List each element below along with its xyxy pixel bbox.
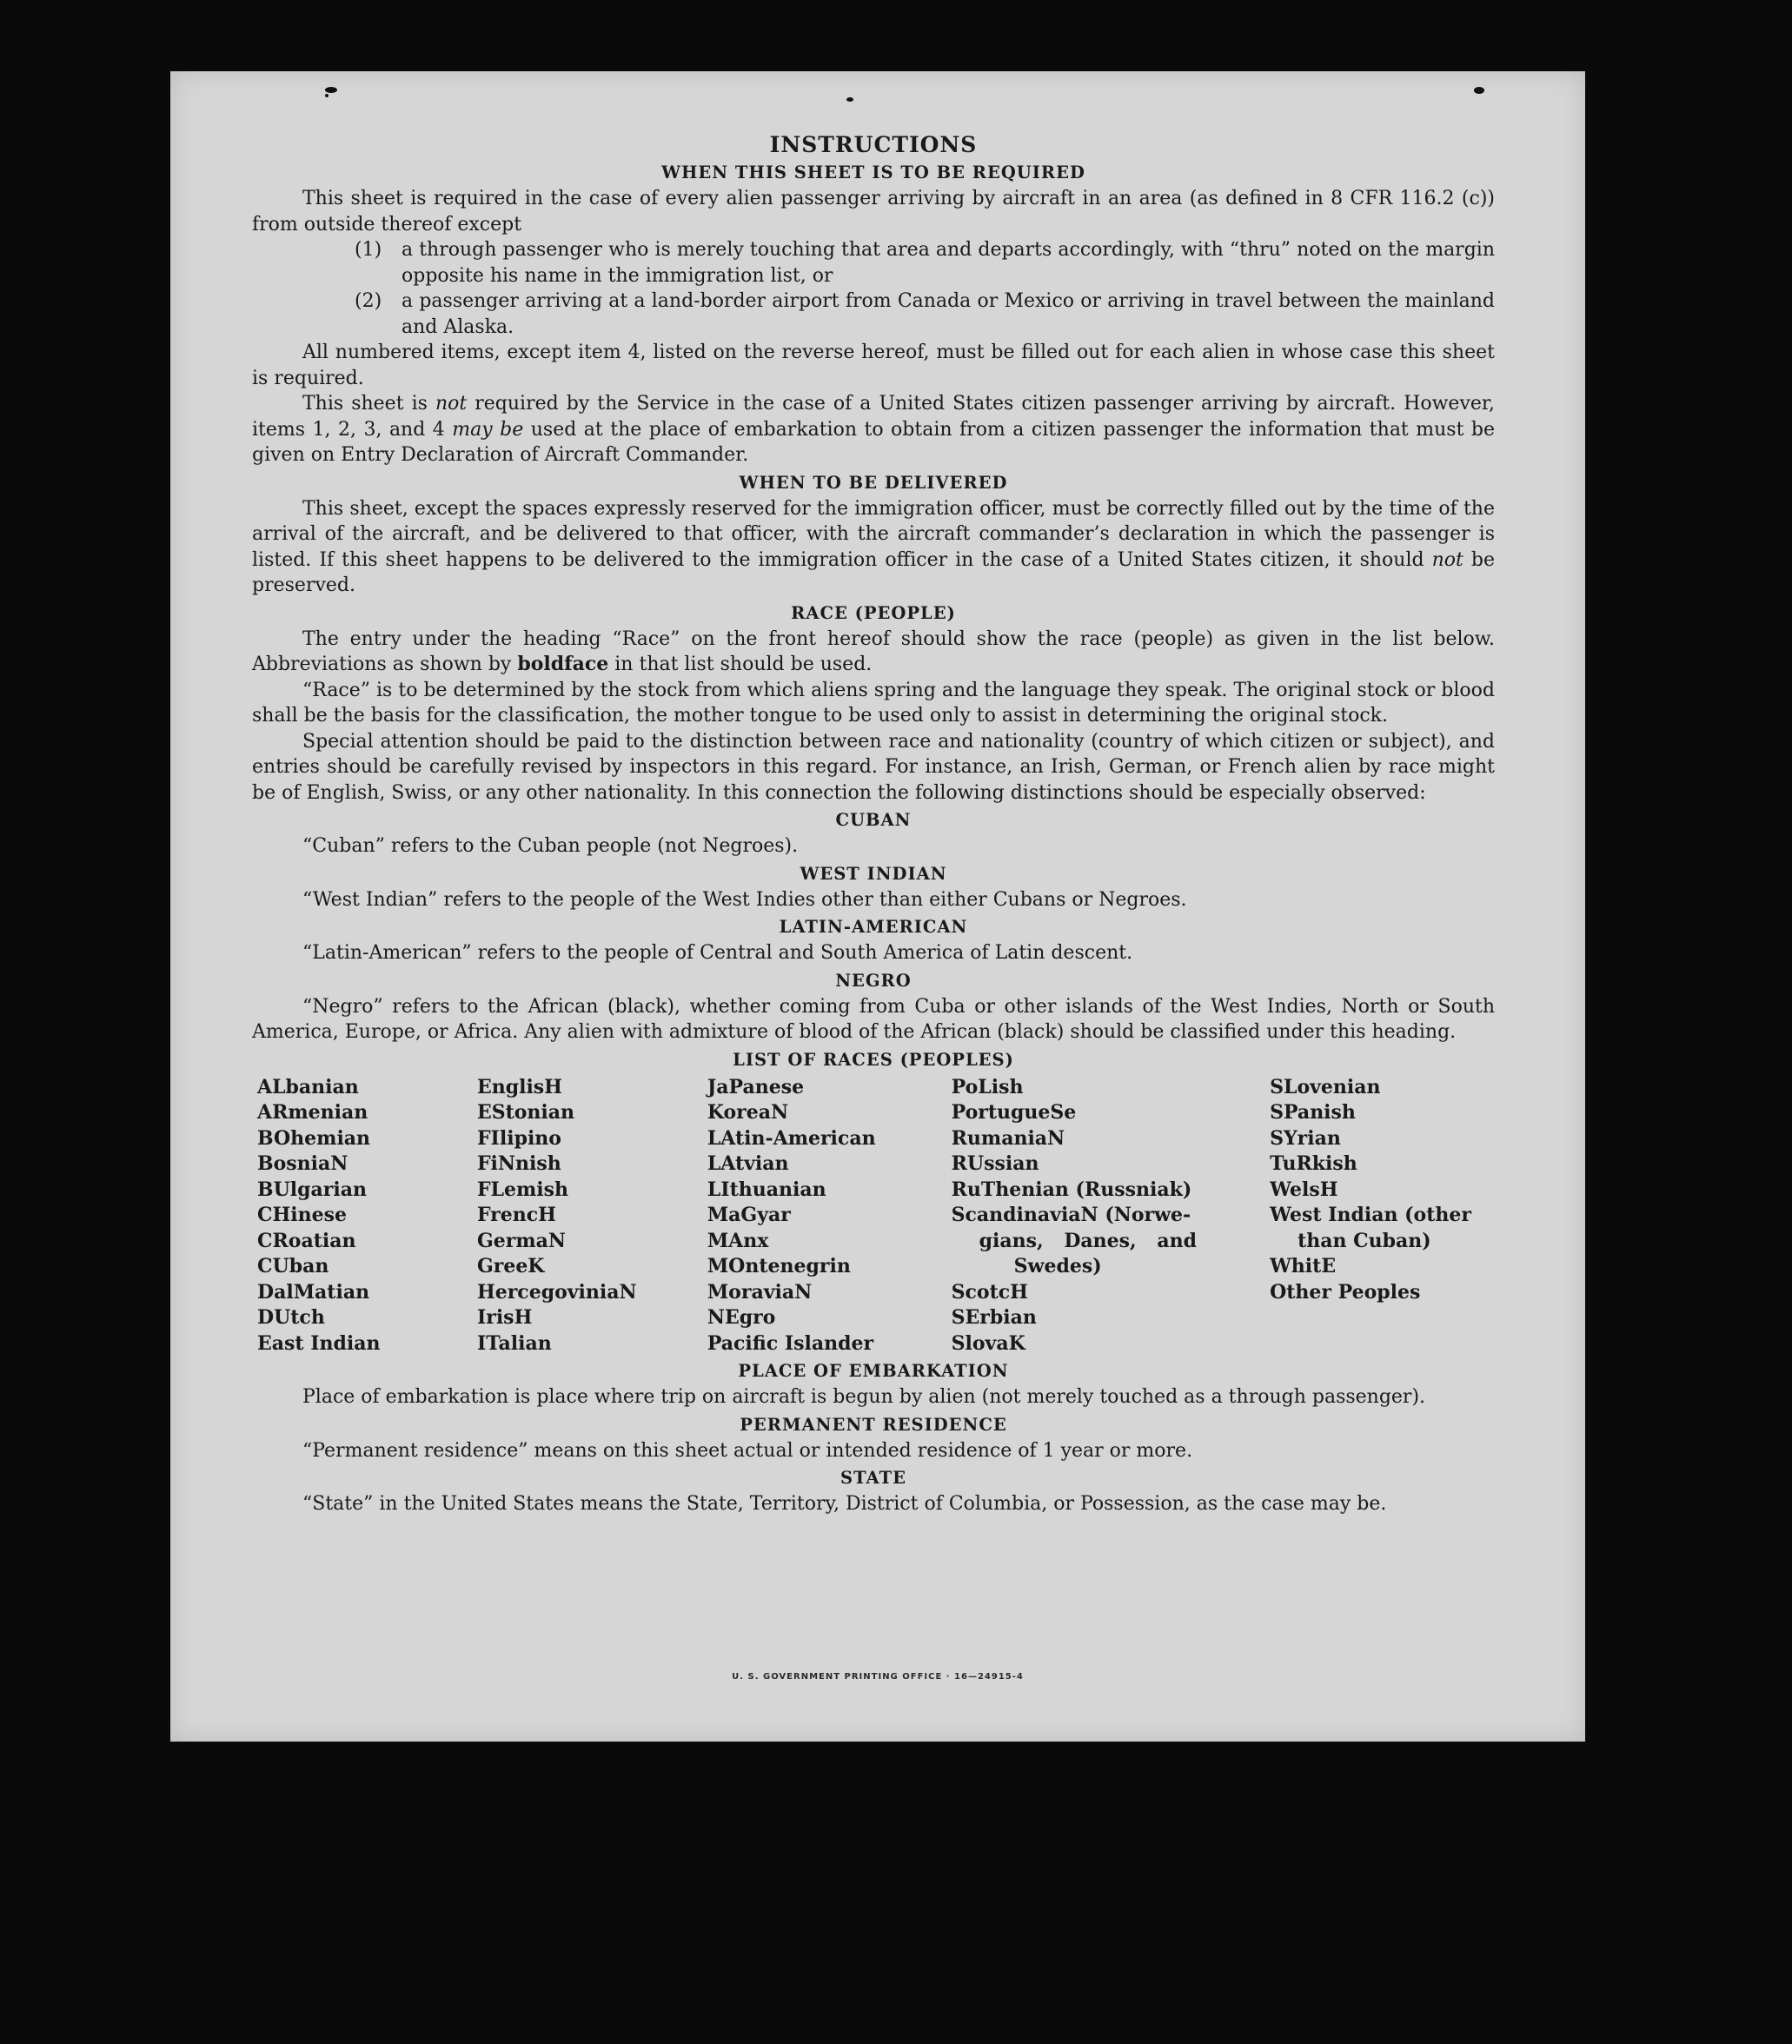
race-item: BosniaN — [257, 1152, 348, 1175]
race-item: KoreaN — [707, 1101, 789, 1124]
paragraph: “Negro” refers to the African (black), whether coming from Cuba or other islands of the West Indies, North or South America, Europe, or Africa. Any alien with admixture of blood of the African (black) should be classified under this heading. — [252, 995, 1495, 1043]
page-title: INSTRUCTIONS — [769, 132, 978, 157]
paragraph — [252, 627, 1495, 678]
section-title-race: RACE (PEOPLE) — [791, 602, 956, 623]
paragraph: Special attention should be paid to the distinction between race and nationality (country of which citizen or subject), and entries should be carefully revised by inspectors in this regard. For instance, an Irish, German, or French alien by race might be of English, Swiss, or any other nationality. In this connection the following distinctions should be especially observed: — [252, 730, 1495, 804]
race-item-west-indian — [1270, 1203, 1495, 1254]
item-number: (1) — [355, 239, 382, 261]
paragraph: “Latin-American” refers to the people of Central and South America of Latin descent. — [302, 942, 1133, 964]
section-title-list-of-races: LIST OF RACES (PEOPLES) — [733, 1049, 1014, 1070]
text-run: This sheet, except the spaces expressly reserved for the immigration officer, must be correctly filled out by the time of the arrival of the aircraft, and be delivered to that officer, with the aircraft commander’s declaration in which the passenger is listed. If this sheet happens to be delivered to the immigration officer in the case of a United States citizen, it should — [252, 497, 1495, 571]
scan-speck — [1474, 87, 1484, 94]
race-item: FiNnish — [476, 1152, 561, 1175]
race-item: LAtin-American — [707, 1126, 876, 1150]
race-item-line: West Indian (other — [1270, 1204, 1471, 1226]
paragraph: Place of embarkation is place where trip on aircraft is begun by alien (not merely touched as a through passenger). — [302, 1386, 1426, 1408]
text-run: This sheet is — [302, 393, 435, 415]
race-item: ALbanian — [257, 1075, 359, 1098]
race-item: DalMatian — [257, 1280, 370, 1304]
race-column — [707, 1075, 952, 1357]
race-item-line: than Cuban) — [1298, 1229, 1431, 1252]
list-item — [252, 289, 1495, 340]
race-item: ScotcH — [951, 1280, 1028, 1304]
race-column — [477, 1075, 707, 1357]
paragraph: “Race” is to be determined by the stock from which aliens spring and the language they speak. The original stock or blood shall be the basis for the classification, the mother tongue to be used only to assist in determining the original stock. — [252, 679, 1495, 727]
race-item: PoLish — [951, 1075, 1024, 1098]
text-run: be preserved. — [252, 548, 1495, 596]
paragraph: All numbered items, except item 4, listed on the reverse hereof, must be filled out for each alien in whose case this sheet is required. — [252, 342, 1495, 389]
scan-speck — [325, 94, 329, 97]
paragraph: “West Indian” refers to the people of the West Indies other than either Cubans or Negroes. — [302, 888, 1187, 911]
item-text: a through passenger who is merely touching that area and departs accordingly, with “thru” noted on the margin opposite his name in the immigration list, or — [402, 239, 1495, 287]
race-item: FrencH — [476, 1204, 556, 1226]
race-item-line: Swedes) — [1013, 1255, 1102, 1278]
race-item: PortugueSe — [951, 1101, 1077, 1124]
race-item: BOhemian — [257, 1126, 371, 1150]
text-run: The entry under the heading “Race” on the front hereof should show the race (people) as given in the list below. Abbreviations as shown by — [252, 627, 1495, 675]
race-item: SYrian — [1270, 1126, 1341, 1150]
race-item: IrisH — [476, 1306, 533, 1329]
section-title-state: STATE — [840, 1468, 906, 1488]
race-item: CRoatian — [257, 1229, 356, 1252]
text-run: in that list should be used. — [608, 654, 873, 675]
race-item: FLemish — [476, 1178, 569, 1201]
race-item: RUssian — [951, 1152, 1039, 1175]
race-item: WelsH — [1270, 1178, 1338, 1201]
race-list — [252, 1075, 1495, 1357]
race-column — [1270, 1075, 1495, 1357]
item-number: (2) — [355, 290, 382, 312]
list-item — [252, 237, 1495, 289]
printer-imprint: U. S. GOVERNMENT PRINTING OFFICE · 16—24915-4 — [732, 1672, 1024, 1682]
race-item: SErbian — [951, 1306, 1037, 1329]
race-item: RuThenian (Russniak) — [951, 1178, 1192, 1201]
paragraph: “State” in the United States means the State, Territory, District of Columbia, or Possession, as the case may be. — [302, 1493, 1387, 1515]
race-item: TuRkish — [1270, 1152, 1357, 1175]
race-item: NEgro — [707, 1306, 776, 1329]
race-item: GermaN — [476, 1229, 566, 1252]
race-item: FIlipino — [476, 1126, 561, 1150]
section-title-place-of-embarkation: PLACE OF EMBARKATION — [738, 1361, 1009, 1381]
scan-speck — [325, 87, 337, 93]
race-item: Pacific Islander — [707, 1331, 874, 1355]
document-sheet — [170, 71, 1585, 1742]
section-title-west-indian: WEST INDIAN — [800, 863, 947, 884]
race-item: ARmenian — [257, 1101, 368, 1124]
paragraph: “Cuban” refers to the Cuban people (not Negroes). — [302, 835, 799, 857]
race-item: WhitE — [1270, 1255, 1337, 1278]
race-item: MoraviaN — [707, 1280, 813, 1304]
emphasis: not — [435, 393, 468, 415]
paragraph: “Permanent residence” means on this sheet actual or intended residence of 1 year or more. — [302, 1439, 1193, 1462]
race-item: CUban — [257, 1255, 329, 1278]
race-item: JaPanese — [707, 1075, 805, 1098]
race-item: SlovaK — [951, 1331, 1025, 1355]
item-text: a passenger arriving at a land-border airport from Canada or Mexico or arriving in travel between the mainland and Alaska. — [402, 290, 1495, 338]
race-item: Other Peoples — [1270, 1280, 1421, 1304]
race-item: SLovenian — [1270, 1075, 1381, 1098]
race-item: HercegoviniaN — [476, 1280, 637, 1304]
race-item: MAnx — [707, 1229, 769, 1252]
section-title-when-required: WHEN THIS SHEET IS TO BE REQUIRED — [661, 163, 1085, 182]
emphasis: may be — [452, 418, 524, 441]
race-column — [257, 1075, 477, 1357]
bold-term: boldface — [517, 653, 609, 675]
scan-speck — [846, 97, 853, 102]
race-item: East Indian — [257, 1331, 381, 1355]
paragraph — [252, 496, 1495, 599]
race-item: EnglisH — [476, 1075, 562, 1098]
emphasis: not — [1431, 548, 1463, 571]
race-item: LIthuanian — [707, 1178, 826, 1201]
paragraph: This sheet is required in the case of every alien passenger arriving by aircraft in an area (as defined in 8 CFR 116.2 (c)) from outside thereof except — [252, 188, 1495, 236]
section-title-permanent-residence: PERMANENT RESIDENCE — [740, 1414, 1007, 1435]
race-item: EStonian — [476, 1101, 575, 1124]
instructions-content — [252, 132, 1495, 1517]
section-title-negro: NEGRO — [835, 970, 912, 991]
section-title-cuban: CUBAN — [835, 810, 912, 830]
text-run: required by the Service in the case of a United States citizen passenger arriving by aircraft. However, items 1, 2, 3, and 4 — [252, 393, 1495, 441]
race-item: ITalian — [476, 1331, 552, 1355]
race-item-line: gians, Danes, and — [979, 1229, 1197, 1252]
text-run: used at the place of embarkation to obtain from a citizen passenger the information that must be given on Entry Declaration of Aircraft Commander. — [252, 418, 1495, 466]
race-item: BUlgarian — [257, 1178, 367, 1201]
paragraph — [252, 391, 1495, 468]
race-item: MOntenegrin — [707, 1255, 851, 1278]
section-title-latin-american: LATIN-AMERICAN — [779, 917, 968, 937]
race-item: LAtvian — [707, 1152, 789, 1175]
race-item: MaGyar — [707, 1204, 791, 1226]
race-item: SPanish — [1270, 1101, 1356, 1124]
race-item: RumaniaN — [951, 1126, 1065, 1150]
race-column — [952, 1075, 1270, 1357]
race-item-line: ScandinaviaN (Norwe- — [951, 1204, 1191, 1226]
race-item: CHinese — [257, 1204, 348, 1226]
race-item: GreeK — [476, 1255, 545, 1278]
race-item: DUtch — [257, 1306, 325, 1329]
race-item-scandinavian — [952, 1203, 1270, 1280]
section-title-when-delivered: WHEN TO BE DELIVERED — [739, 472, 1008, 493]
